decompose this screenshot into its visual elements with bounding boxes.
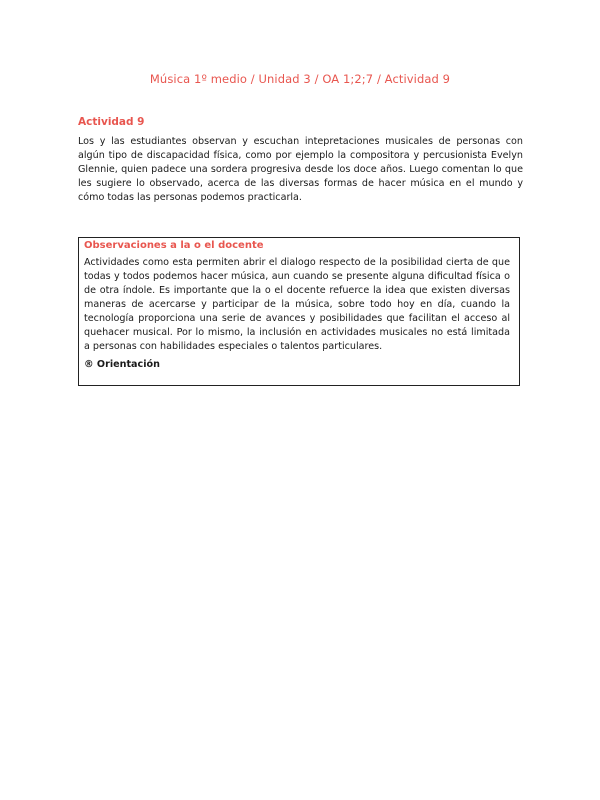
observations-text: Actividades como esta permiten abrir el dialogo respecto de la posibilidad cierta de que todas y todos podemos hacer música, aun cuando se presente alguna dificultad física o de otra índole. Es importante que la o el docente refuerce la idea que existen diversas maneras de acercarse y participar de la música, sobre todo hoy en día, cuando la tecnología proporciona una serie de avances y posibilidades que facilitan el acceso al quehacer musical. Por lo mismo, la inclusión en actividades musicales no está limitada a personas con habilidades especiales o talentos particulares. bbox=[84, 257, 510, 352]
teacher-observations-box bbox=[78, 237, 520, 386]
orientation-link[interactable]: ® Orientación bbox=[84, 359, 160, 370]
observations-title: Observaciones a la o el docente bbox=[84, 240, 264, 251]
activity-section bbox=[78, 116, 523, 205]
page-breadcrumb: Música 1º medio / Unidad 3 / OA 1;2;7 / Actividad 9 bbox=[149, 72, 451, 86]
activity-title: Actividad 9 bbox=[78, 116, 145, 128]
activity-description: Los y las estudiantes observan y escuchan intepretaciones musicales de personas con algún tipo de discapacidad física, como por ejemplo la compositora y percusionista Evelyn Glennie, quien padece una sordera progresiva desde los doce años. Luego comentan lo que les sugiere lo observado, acerca de las diversas formas de hacer música en el mundo y cómo todas las personas podemos practicarla. bbox=[78, 136, 523, 203]
